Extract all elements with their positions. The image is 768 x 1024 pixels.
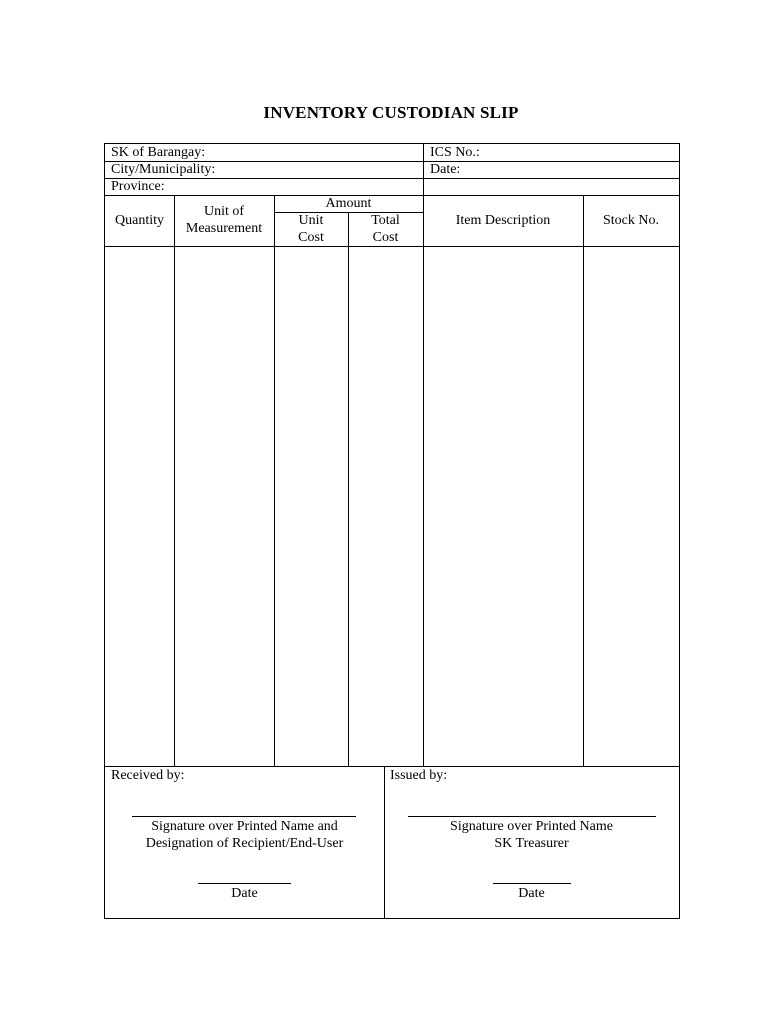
received-signature-line xyxy=(132,816,356,817)
received-caption-line1: Signature over Printed Name and xyxy=(151,819,338,834)
total-cost-header xyxy=(348,212,423,246)
issued-date-label: Date xyxy=(518,886,545,901)
unit-of-label: Unit of xyxy=(203,204,245,219)
received-date-label: Date xyxy=(231,886,258,901)
ics-no-label: ICS No.: xyxy=(430,145,480,160)
issued-caption-line1: Signature over Printed Name xyxy=(450,819,613,834)
unit-label: Unit xyxy=(298,213,324,228)
unit-cost-header xyxy=(274,212,348,246)
col-line-4 xyxy=(423,195,424,766)
ics-form xyxy=(104,143,680,919)
issued-signature-line xyxy=(408,816,656,817)
sk-barangay-label: SK of Barangay: xyxy=(111,145,206,160)
date-label: Date: xyxy=(430,162,461,177)
total-cost-label: Cost xyxy=(372,230,399,245)
unit-of-measurement-header xyxy=(174,203,274,237)
measurement-label: Measurement xyxy=(185,221,263,236)
total-label: Total xyxy=(371,213,400,228)
received-signature-caption xyxy=(105,818,384,852)
issued-date-line xyxy=(493,883,571,884)
received-date-line xyxy=(198,883,291,884)
header-split-line xyxy=(423,144,424,195)
amount-header: Amount xyxy=(325,196,372,211)
col-line-5 xyxy=(583,195,584,766)
col-line-1 xyxy=(174,195,175,766)
col-line-3 xyxy=(348,212,349,766)
column-header-divider xyxy=(105,246,679,247)
city-label: City/Municipality: xyxy=(111,162,216,177)
issued-by-label: Issued by: xyxy=(390,768,448,783)
row-divider-2 xyxy=(105,178,679,179)
received-caption-line2: Designation of Recipient/End-User xyxy=(145,836,344,851)
col-line-2 xyxy=(274,195,275,766)
received-by-label: Received by: xyxy=(111,768,185,783)
form-title: INVENTORY CUSTODIAN SLIP xyxy=(263,103,519,122)
issued-caption-line2: SK Treasurer xyxy=(494,836,569,851)
issued-signature-caption xyxy=(384,818,679,852)
unit-cost-label: Cost xyxy=(298,230,324,245)
item-description-header: Item Description xyxy=(455,213,551,228)
province-label: Province: xyxy=(111,179,165,194)
stock-no-header: Stock No. xyxy=(603,213,659,228)
table-bottom-divider xyxy=(105,766,679,767)
quantity-header: Quantity xyxy=(115,213,164,228)
